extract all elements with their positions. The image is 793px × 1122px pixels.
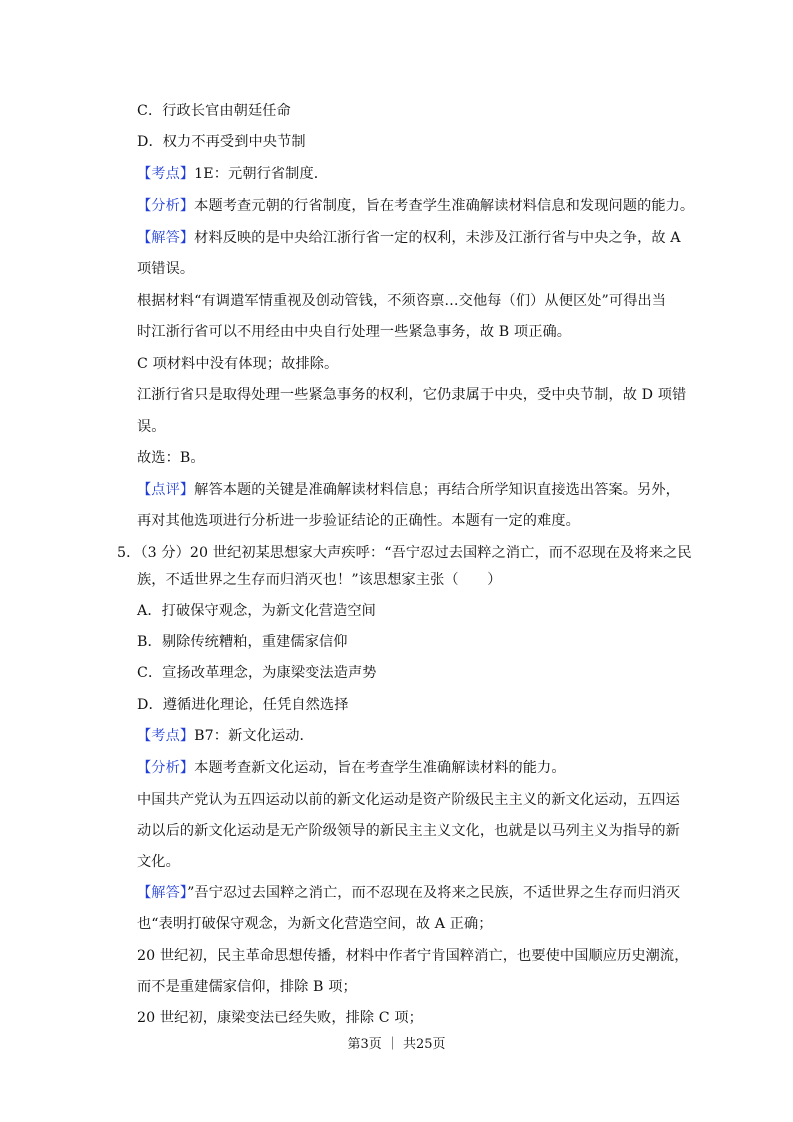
q5-stem-line2: 族，不适世界之生存而归消灭也！”该思想家主张（ ） xyxy=(137,572,502,588)
fenxi-text: 本题考查新文化运动，旨在考查学生准确解读材料的能力。 xyxy=(194,760,566,776)
q4-option-c: C．行政长官由朝廷任命 xyxy=(137,103,291,119)
q4-fenxi xyxy=(137,196,694,216)
dianping-text: 解答本题的关键是准确解读材料信息；再结合所学知识直接选出答案。另外， xyxy=(194,482,680,498)
q4-option-d: D．权力不再受到中央节制 xyxy=(137,134,306,150)
q5-jieda-line5: 20 世纪初，康梁变法已经失败，排除 C 项； xyxy=(137,1010,423,1026)
q5-jieda-line1 xyxy=(137,883,680,903)
q5-fenxi-line2: 中国共产党认为五四运动以前的新文化运动是资产阶级民主主义的新文化运动，五四运 xyxy=(137,792,680,808)
q5-option-a: A．打破保守观念，为新文化营造空间 xyxy=(137,603,376,619)
dianping-tag: 【点评】 xyxy=(137,482,195,498)
q5-fenxi-line3: 动以后的新文化运动是无产阶级领导的新民主主义文化，也就是以马列主义为指导的新 xyxy=(137,823,680,839)
page-footer: 第3页 ｜ 共25页 xyxy=(347,1037,446,1052)
q5-fenxi xyxy=(137,758,566,778)
q5-option-d: D．遵循进化理论，任凭自然选择 xyxy=(137,697,349,713)
q4-jieda-line4: 时江浙行省可以不用经由中央自行处理一些紧急事务，故 B 项正确。 xyxy=(137,324,572,340)
q4-dianping-line2: 再对其他选项进行分析进一步验证结论的正确性。本题有一定的难度。 xyxy=(137,513,580,529)
fenxi-tag: 【分析】 xyxy=(137,198,195,214)
q4-jieda-line1 xyxy=(137,228,681,248)
q5-kaodian xyxy=(137,726,314,746)
fenxi-tag: 【分析】 xyxy=(137,760,195,776)
q4-kaodian xyxy=(137,164,328,184)
jieda-text: ”吾宁忍过去国粹之消亡，而不忍现在及将来之民族，不适世界之生存而归消灭 xyxy=(187,885,681,901)
kaodian-tag: 【考点】 xyxy=(137,728,195,744)
q4-answer: 故选：B。 xyxy=(137,450,205,466)
q4-jieda-line5: C 项材料中没有体现；故排除。 xyxy=(137,356,339,372)
q5-jieda-line4: 而不是重建儒家信仰，排除 B 项； xyxy=(137,979,357,995)
jieda-tag: 【解答】 xyxy=(137,885,188,901)
q5-stem-line1: 5．（3 分）20 世纪初某思想家大声疾呼：“吾宁忍过去国粹之消亡，而不忍现在及将来之民 xyxy=(117,545,692,561)
q5-fenxi-line4: 文化。 xyxy=(137,854,180,870)
q4-jieda-line6: 江浙行省只是取得处理一些紧急事务的权利，它仍隶属于中央，受中央节制，故 D 项错 xyxy=(137,387,687,403)
kaodian-tag: 【考点】 xyxy=(137,166,195,182)
kaodian-text: B7：新文化运动． xyxy=(194,728,314,744)
q4-jieda-line7: 误。 xyxy=(137,419,166,435)
fenxi-text: 本题考查元朝的行省制度，旨在考查学生准确解读材料信息和发现问题的能力。 xyxy=(194,198,695,214)
q5-jieda-line2: 也“表明打破保守观念，为新文化营造空间，故 A 正确； xyxy=(137,916,493,932)
q4-jieda-line3: 根据材料“有调遣军情重视及创动管钱，不须咨禀…交他每（们）从便区处”可得出当 xyxy=(137,293,667,309)
jieda-tag: 【解答】 xyxy=(137,230,195,246)
jieda-text: 材料反映的是中央给江浙行省一定的权利，未涉及江浙行省与中央之争，故 A xyxy=(194,230,681,246)
kaodian-text: 1E：元朝行省制度． xyxy=(194,166,329,182)
q5-option-c: C．宣扬改革理念，为康梁变法造声势 xyxy=(137,665,377,681)
q4-jieda-line2: 项错误。 xyxy=(137,261,195,277)
q5-option-b: B．剔除传统糟粕，重建儒家信仰 xyxy=(137,634,348,650)
q5-jieda-line3: 20 世纪初，民主革命思想传播，材料中作者宁肯国粹消亡，也要使中国顺应历史潮流， xyxy=(137,948,689,964)
q4-dianping xyxy=(137,480,680,500)
